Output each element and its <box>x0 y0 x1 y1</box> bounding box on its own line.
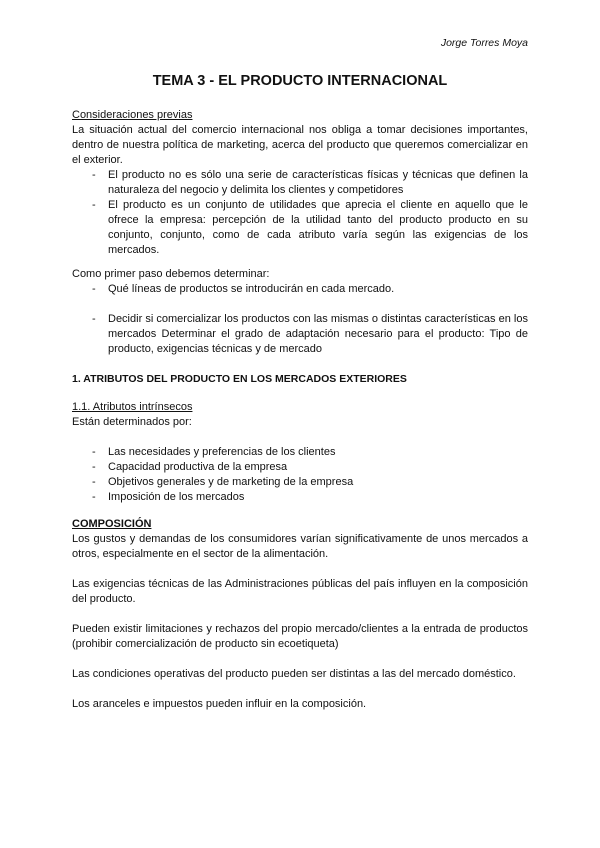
section-1-1 <box>72 400 528 505</box>
list-item: - Imposición de los mercados <box>72 490 528 505</box>
list-item: - Capacidad productiva de la empresa <box>72 460 528 475</box>
composicion-section <box>72 517 528 712</box>
list-item: - Las necesidades y preferencias de los clientes <box>72 445 528 460</box>
paragraph: Las condiciones operativas del producto pueden ser distintas a las del mercado doméstico. <box>72 668 516 680</box>
list-item: - Objetivos generales y de marketing de la empresa <box>72 475 528 490</box>
list-item: - El producto no es sólo una serie de características físicas y técnicas que definen la naturaleza del negocio y delimita los clientes y competidores <box>72 168 528 198</box>
author-header: Jorge Torres Moya <box>440 37 528 49</box>
sub-lead: Están determinados por: <box>72 416 192 428</box>
sub-heading: 1.1. Atributos intrínsecos <box>72 401 193 413</box>
attributes-bullet-list <box>72 445 528 505</box>
paragraph: Los gustos y demandas de los consumidores varían significativamente de unos mercados a otros, especialmente en el sector de la alimentación. <box>72 533 528 560</box>
composicion-heading: COMPOSICIÓN <box>72 518 152 530</box>
list-item: - Qué líneas de productos se introducirán en cada mercado. <box>72 282 528 297</box>
paragraph: Pueden existir limitaciones y rechazos del propio mercado/clientes a la entrada de productos (prohibir comercialización de producto sin ecoetiqueta) <box>72 623 528 650</box>
list-item: - El producto es un conjunto de utilidades que aprecia el cliente en aquello que le ofrece la empresa: percepción de la utilidad tanto del producto producto en su conjunto, conjunto, como de cada atributo varía según las exigencias de los mercados. <box>72 198 528 258</box>
first-step-section <box>72 267 528 357</box>
paragraph: Los aranceles e impuestos pueden influir en la composición. <box>72 698 367 710</box>
intro-heading: Consideraciones previas <box>72 109 193 121</box>
first-step-bullet-list <box>72 282 528 357</box>
document-title: TEMA 3 - EL PRODUCTO INTERNACIONAL <box>152 73 448 89</box>
intro-paragraph: La situación actual del comercio internacional nos obliga a tomar decisiones importantes, dentro de nuestra política de marketing, acerca del producto que queremos comercializar en el exterior. <box>72 124 528 166</box>
intro-bullet-list <box>72 168 528 258</box>
paragraph: Las exigencias técnicas de las Administraciones públicas del país influyen en la composición del producto. <box>72 578 528 605</box>
first-step-lead: Como primer paso debemos determinar: <box>72 268 270 280</box>
section-1-heading: 1. ATRIBUTOS DEL PRODUCTO EN LOS MERCADOS EXTERIORES <box>72 373 407 385</box>
intro-section <box>72 108 528 258</box>
list-item: - Decidir si comercializar los productos con las mismas o distintas características en los mercados Determinar el grado de adaptación necesario para el producto: Tipo de producto, exigencias técnicas y de mercado <box>72 312 528 357</box>
